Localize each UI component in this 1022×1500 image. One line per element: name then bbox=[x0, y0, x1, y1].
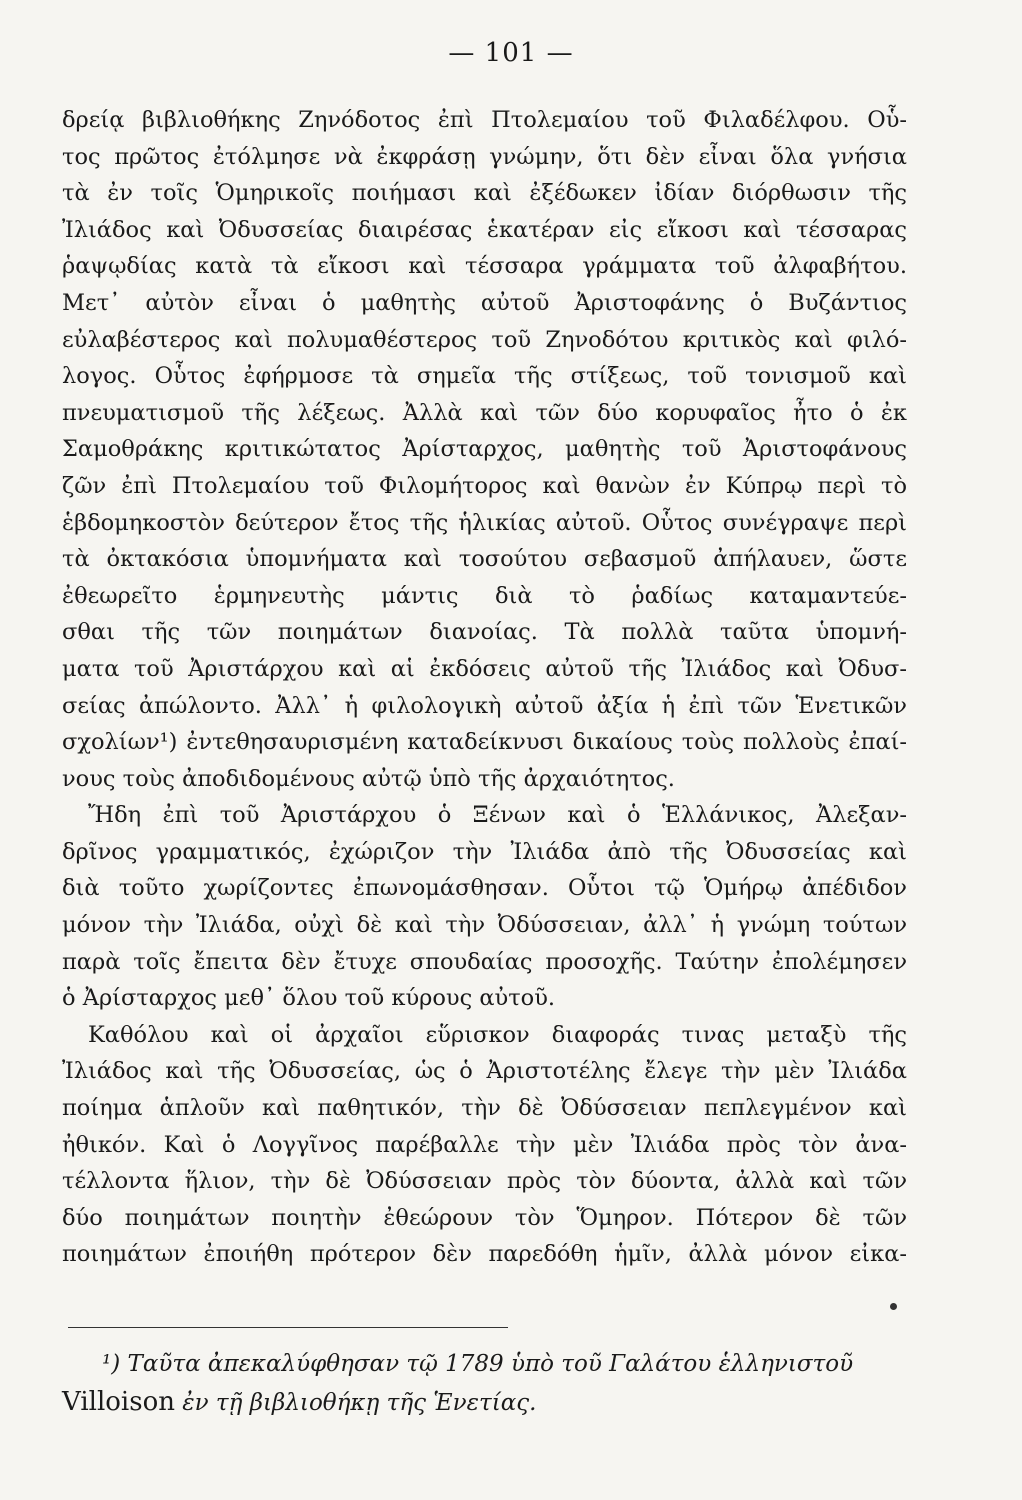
text-line: εὐλαβέστερος καὶ πολυμαθέστερος τοῦ Ζηνοδότου κριτικὸς καὶ φιλό- bbox=[62, 326, 907, 353]
text-line: ῥαψῳδίας κατὰ τὰ εἴκοσι καὶ τέσσαρα γράμματα τοῦ ἀλφαβήτου. bbox=[62, 253, 907, 280]
text-line: ἠθικόν. Καὶ ὁ Λογγῖνος παρέβαλλε τὴν μὲν Ἰλιάδα πρὸς τὸν ἀνα- bbox=[62, 1131, 907, 1158]
text-line: Ἰλιάδος καὶ τῆς Ὀδυσσείας, ὡς ὁ Ἀριστοτέλης ἔλεγε τὴν μὲν Ἰλιάδα bbox=[62, 1058, 907, 1085]
ink-dot bbox=[890, 1303, 897, 1310]
footnote-line bbox=[62, 1383, 907, 1421]
footnote bbox=[62, 1345, 907, 1421]
text-line: δύο ποιημάτων ποιητὴν ἐθεώρουν τὸν Ὅμηρον. Πότερον δὲ τῶν bbox=[62, 1204, 907, 1231]
footnote-marker: ¹) bbox=[102, 1351, 121, 1377]
text-line: ματα τοῦ Ἀριστάρχου καὶ αἱ ἐκδόσεις αὐτοῦ τῆς Ἰλιάδος καὶ Ὀδυσ- bbox=[62, 655, 907, 682]
body-text bbox=[62, 102, 907, 1273]
text-line: ζῶν ἐπὶ Πτολεμαίου τοῦ Φιλομήτορος καὶ θανὼν ἐν Κύπρῳ περὶ τὸ bbox=[62, 472, 907, 499]
text-line: ποιημάτων ἐποιήθη πρότερον δὲν παρεδόθη ἡμῖν, ἀλλὰ μόνον εἰκα- bbox=[62, 1241, 907, 1268]
text-line: Μετ᾽ αὐτὸν εἶναι ὁ μαθητὴς αὐτοῦ Ἀριστοφάνης ὁ Βυζάντιος bbox=[62, 289, 907, 316]
text-line: Σαμοθράκης κριτικώτατος Ἀρίσταρχος, μαθητὴς τοῦ Ἀριστοφάνους bbox=[62, 436, 907, 463]
text-line: ἑβδομηκοστὸν δεύτερον ἔτος τῆς ἡλικίας αὐτοῦ. Οὗτος συνέγραψε περὶ bbox=[62, 509, 907, 536]
paragraph-2 bbox=[62, 797, 907, 1017]
text-line: σείας ἀπώλοντο. Ἀλλ᾽ ἡ φιλολογικὴ αὐτοῦ ἀξία ἡ ἐπὶ τῶν Ἑνετικῶν bbox=[62, 692, 907, 719]
text-line: διὰ τοῦτο χωρίζοντες ἐπωνομάσθησαν. Οὗτοι τῷ Ὁμήρῳ ἀπέδιδον bbox=[62, 875, 907, 902]
text-line: σχολίων¹) ἐντεθησαυρισμένη καταδείκνυσι δικαίους τοὺς πολλοὺς ἐπαί- bbox=[62, 729, 907, 756]
text-line: πνευματισμοῦ τῆς λέξεως. Ἀλλὰ καὶ τῶν δύο κορυφαῖος ἦτο ὁ ἐκ bbox=[62, 399, 907, 426]
footnote-text: ἐν τῇ βιβλιοθήκῃ τῆς Ἑνετίας. bbox=[182, 1390, 537, 1416]
text-line: σθαι τῆς τῶν ποιημάτων διανοίας. Τὰ πολλὰ ταῦτα ὑπομνή- bbox=[62, 619, 907, 646]
text-line: παρὰ τοῖς ἔπειτα δὲν ἔτυχε σπουδαίας προσοχῆς. Ταύτην ἐπολέμησεν bbox=[62, 948, 907, 975]
paragraph-1 bbox=[62, 102, 907, 797]
text-line: τέλλοντα ἥλιον, τὴν δὲ Ὀδύσσειαν πρὸς τὸν δύοντα, ἀλλὰ καὶ τῶν bbox=[62, 1168, 907, 1195]
paragraph-3 bbox=[62, 1017, 907, 1273]
footnote-name: Villoison bbox=[62, 1387, 175, 1417]
text-line: Ἰλιάδος καὶ Ὀδυσσείας διαιρέσας ἑκατέραν εἰς εἴκοσι καὶ τέσσαρας bbox=[62, 216, 907, 243]
text-line: δρείᾳ βιβλιοθήκης Ζηνόδοτος ἐπὶ Πτολεμαίου τοῦ Φιλαδέλφου. Οὗ- bbox=[62, 107, 907, 133]
page-number: — 101 — bbox=[448, 38, 574, 68]
footnote-divider bbox=[68, 1327, 508, 1328]
text-line: ποίημα ἁπλοῦν καὶ παθητικόν, τὴν δὲ Ὀδύσσειαν πεπλεγμένον καὶ bbox=[62, 1095, 907, 1122]
text-line: τὰ ὀκτακόσια ὑπομνήματα καὶ τοσούτου σεβασμοῦ ἀπήλαυεν, ὥστε bbox=[62, 546, 907, 573]
text-line: μόνον τὴν Ἰλιάδα, οὐχὶ δὲ καὶ τὴν Ὀδύσσειαν, ἀλλ᾽ ἡ γνώμη τούτων bbox=[62, 912, 907, 939]
text-line: δρῖνος γραμματικός, ἐχώριζον τὴν Ἰλιάδα ἀπὸ τῆς Ὀδυσσείας καὶ bbox=[62, 838, 907, 865]
text-line: Ἤδη ἐπὶ τοῦ Ἀριστάρχου ὁ Ξένων καὶ ὁ Ἑλλάνικος, Ἀλεξαν- bbox=[88, 802, 907, 829]
text-line: λογος. Οὗτος ἐφήρμοσε τὰ σημεῖα τῆς στίξεως, τοῦ τονισμοῦ καὶ bbox=[62, 363, 907, 390]
text-line: νους τοὺς ἀποδιδομένους αὐτῷ ὑπὸ τῆς ἀρχαιότητος. bbox=[62, 765, 675, 792]
footnote-line bbox=[62, 1345, 907, 1383]
text-line: Καθόλου καὶ οἱ ἀρχαῖοι εὕρισκον διαφοράς τινας μεταξὺ τῆς bbox=[88, 1021, 907, 1048]
text-line: ὁ Ἀρίσταρχος μεθ᾽ ὅλου τοῦ κύρους αὐτοῦ. bbox=[62, 985, 556, 1012]
text-line: ἐθεωρεῖτο ἑρμηνευτὴς μάντις διὰ τὸ ῥαδίως καταμαντεύε- bbox=[62, 582, 907, 609]
footnote-text: Ταῦτα ἀπεκαλύφθησαν τῷ 1789 ὑπὸ τοῦ Γαλάτου ἑλληνιστοῦ bbox=[127, 1351, 854, 1377]
text-line: τος πρῶτος ἐτόλμησε νὰ ἐκφράσῃ γνώμην, ὅτι δὲν εἶναι ὅλα γνήσια bbox=[62, 143, 907, 170]
text-line: τὰ ἐν τοῖς Ὁμηρικοῖς ποιήμασι καὶ ἐξέδωκεν ἰδίαν διόρθωσιν τῆς bbox=[62, 180, 907, 207]
